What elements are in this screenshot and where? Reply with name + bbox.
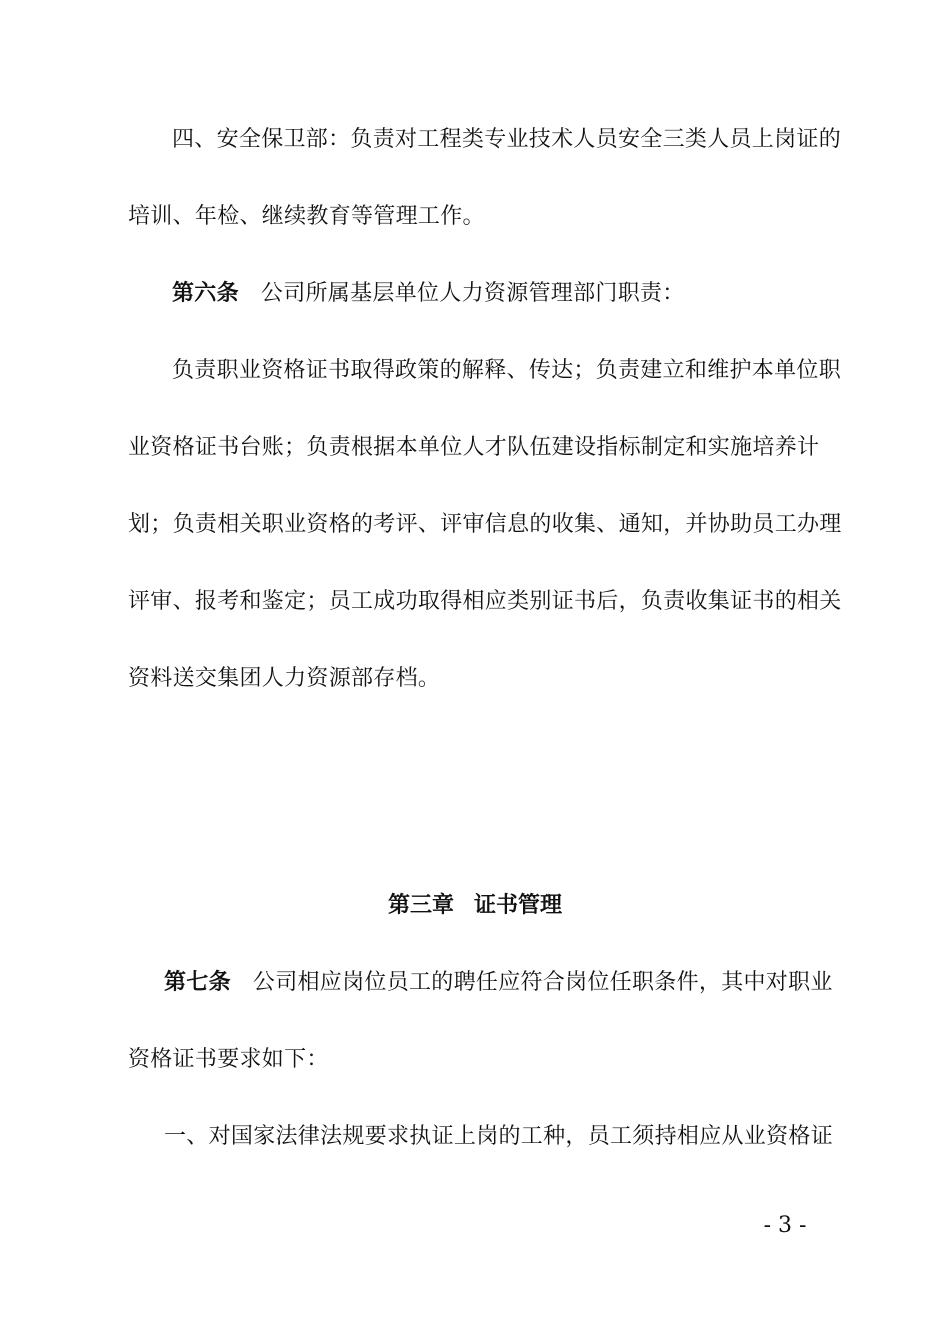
chapter-title: 证书管理 bbox=[474, 893, 563, 918]
chapter-heading bbox=[0, 886, 950, 926]
article-6-label: 第六条 bbox=[172, 281, 239, 306]
paragraph-duties-line-1: 负责职业资格证书取得政策的解释、传达；负责建立和维护本单位职 bbox=[172, 358, 842, 383]
article-7-line-2: 资格证书要求如下： bbox=[128, 1047, 329, 1072]
paragraph-duties-line-4: 评审、报考和鉴定；员工成功取得相应类别证书后，负责收集证书的相关 bbox=[128, 589, 842, 614]
paragraph-duties-line-5: 资料送交集团人力资源部存档。 bbox=[128, 666, 441, 691]
article-6-line bbox=[172, 274, 834, 314]
chapter-label: 第三章 bbox=[387, 893, 454, 918]
paragraph-duties-line-2: 业资格证书台账；负责根据本单位人才队伍建设指标制定和实施培养计 bbox=[128, 435, 820, 460]
paragraph-duties-line-3: 划；负责相关职业资格的考评、评审信息的收集、通知，并协助员工办理 bbox=[128, 512, 842, 537]
paragraph-security-dept-line-2: 培训、年检、继续教育等管理工作。 bbox=[128, 204, 485, 229]
article-7-text: 公司相应岗位员工的聘任应符合岗位任职条件，其中对职业 bbox=[252, 970, 833, 995]
page-number: - 3 - bbox=[763, 1213, 807, 1238]
paragraph-item-1-line-1: 一、对国家法律法规要求执证上岗的工种，员工须持相应从业资格证 bbox=[164, 1124, 834, 1149]
article-6-text: 公司所属基层单位人力资源管理部门职责： bbox=[260, 281, 685, 306]
article-7-label: 第七条 bbox=[164, 970, 231, 995]
article-7-line bbox=[164, 963, 834, 1003]
paragraph-security-dept-line-1: 四、安全保卫部：负责对工程类专业技术人员安全三类人员上岗证的 bbox=[172, 127, 842, 152]
